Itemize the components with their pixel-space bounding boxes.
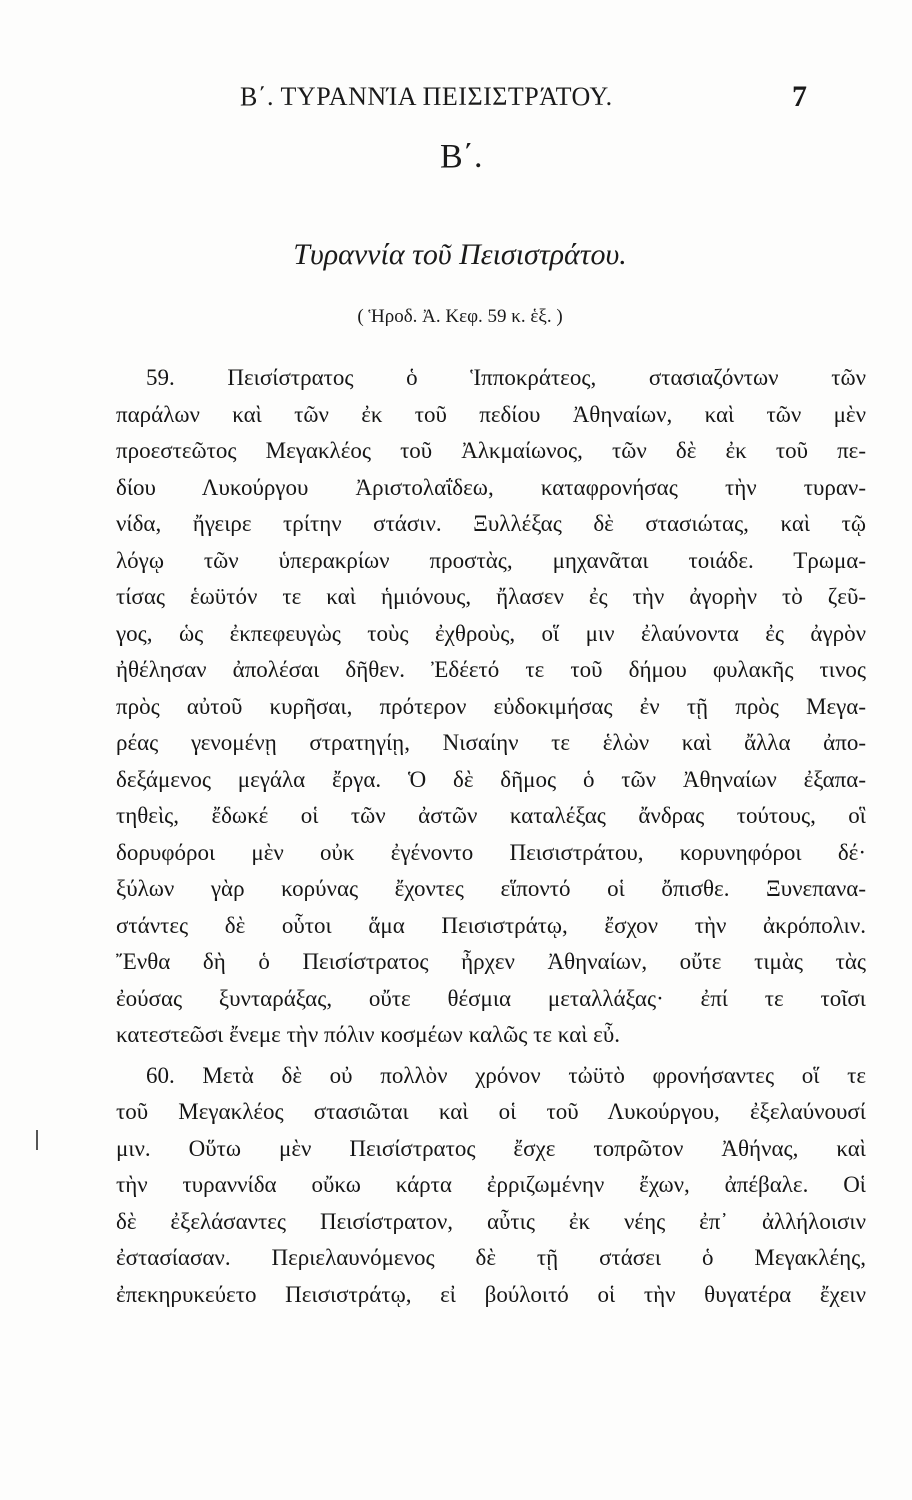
text-line: τίσας ἑωϋτόν τε καὶ ἡμιόνους, ἤλασεν ἐς τὴν ἀγορὴν τὸ ζεῦ- [116, 584, 866, 609]
text-line: παράλων καὶ τῶν ἐκ τοῦ πεδίου Ἀθηναίων, καὶ τῶν μὲν [116, 401, 866, 427]
text-line: Ἔνθα δὴ ὁ Πεισίστρατος ἦρχεν Ἀθηναίων, οὔτε τιμὰς τὰς [116, 949, 866, 974]
text-line: ἐστασίασαν. Περιελαυνόμενος δὲ τῇ στάσει ὁ Μεγακλέης, [116, 1245, 866, 1270]
text-line: ἠθέλησαν ἀπολέσαι δῆθεν. Ἐδέετό τε τοῦ δήμου φυλακῆς τινος [116, 657, 866, 682]
text-line: στάντες δὲ οὗτοι ἅμα Πεισιστράτῳ, ἔσχον τὴν ἀκρόπολιν. [116, 912, 866, 938]
source-reference: ( Ἡροδ. Ἀ. Κεφ. 59 κ. ἑξ. ) [357, 306, 563, 327]
text-line: δεξάμενος μεγάλα ἔργα. Ὁ δὲ δῆμος ὁ τῶν Ἀθηναίων ἐξαπα- [116, 766, 866, 792]
running-head: Β΄. ΤΥΡΑΝΝΊΑ ΠΕΙΣΙΣΤΡΆΤΟΥ. [240, 82, 613, 111]
text-line: γος, ὡς ἐκπεφευγὼς τοὺς ἐχθροὺς, οἵ μιν ἐλαύνοντα ἐς ἀγρὸν [116, 620, 866, 646]
text-line: ρέας γενομένῃ στρατηγίῃ, Νισαίην τε ἑλὼν καὶ ἄλλα ἀπο- [116, 730, 866, 755]
text-line: τηθεὶς, ἔδωκέ οἱ τῶν ἀστῶν καταλέξας ἄνδρας τούτους, οἳ [116, 803, 866, 828]
text-line: λόγῳ τῶν ὑπερακρίων προστὰς, μηχανᾶται τοιάδε. Τρωμα- [116, 547, 866, 573]
text-line: δὲ ἐξελάσαντες Πεισίστρατον, αὖτις ἐκ νέης ἐπ᾽ ἀλλήλοισιν [116, 1208, 866, 1234]
margin-mark [36, 1130, 38, 1150]
text-line: 60. Μετὰ δὲ οὐ πολλὸν χρόνον τὠϋτὸ φρονήσαντες οἵ τε [146, 1062, 866, 1088]
text-line: ἐπεκηρυκεύετο Πεισιστράτῳ, εἰ βούλοιτό οἱ τὴν θυγατέρα ἔχειν [116, 1281, 866, 1307]
text-line: ξύλων γὰρ κορύνας ἔχοντες εἵποντό οἱ ὄπισθε. Ξυνεπανα- [116, 876, 866, 901]
text-line: δίου Λυκούργου Ἀριστολαΐδεω, καταφρονήσας τὴν τυραν- [116, 474, 866, 500]
text-line: τὴν τυραννίδα οὔκω κάρτα ἐρριζωμένην ἔχων, ἀπέβαλε. Οἱ [116, 1172, 866, 1197]
text-line: μιν. Οὕτω μὲν Πεισίστρατος ἔσχε τοπρῶτον Ἀθήνας, καὶ [116, 1135, 866, 1161]
text-line: πρὸς αὐτοῦ κυρῆσαι, πρότερον εὐδοκιμήσας ἐν τῇ πρὸς Μεγα- [116, 693, 866, 719]
page-number: 7 [792, 80, 807, 113]
body-text [116, 360, 866, 1313]
text-line: δορυφόροι μὲν οὐκ ἐγένοντο Πεισιστράτου, κορυνηφόροι δέ· [116, 839, 866, 865]
section-numeral: Β΄. [440, 138, 483, 175]
text-line: νίδα, ἤγειρε τρίτην στάσιν. Ξυλλέξας δὲ στασιώτας, καὶ τῷ [116, 511, 866, 536]
paragraph-59 [116, 360, 866, 1054]
text-line: 59. Πεισίστρατος ὁ Ἱπποκράτεος, στασιαζόντων τῶν [146, 365, 866, 390]
paragraph-60 [116, 1058, 866, 1314]
text-line: ἐούσας ξυνταράξας, οὔτε θέσμια μεταλλάξας· ἐπί τε τοῖσι [116, 985, 866, 1011]
text-line: τοῦ Μεγακλέος στασιῶται καὶ οἱ τοῦ Λυκούργου, ἐξελαύνουσί [116, 1099, 866, 1124]
section-title: Τυραννία τοῦ Πεισιστράτου. [293, 238, 627, 271]
text-line: προεστεῶτος Μεγακλέος τοῦ Ἀλκμαίωνος, τῶν δὲ ἐκ τοῦ πε- [116, 438, 866, 463]
text-line: κατεστεῶσι ἔνεμε τὴν πόλιν κοσμέων καλῶς τε καὶ εὖ. [116, 1022, 620, 1047]
